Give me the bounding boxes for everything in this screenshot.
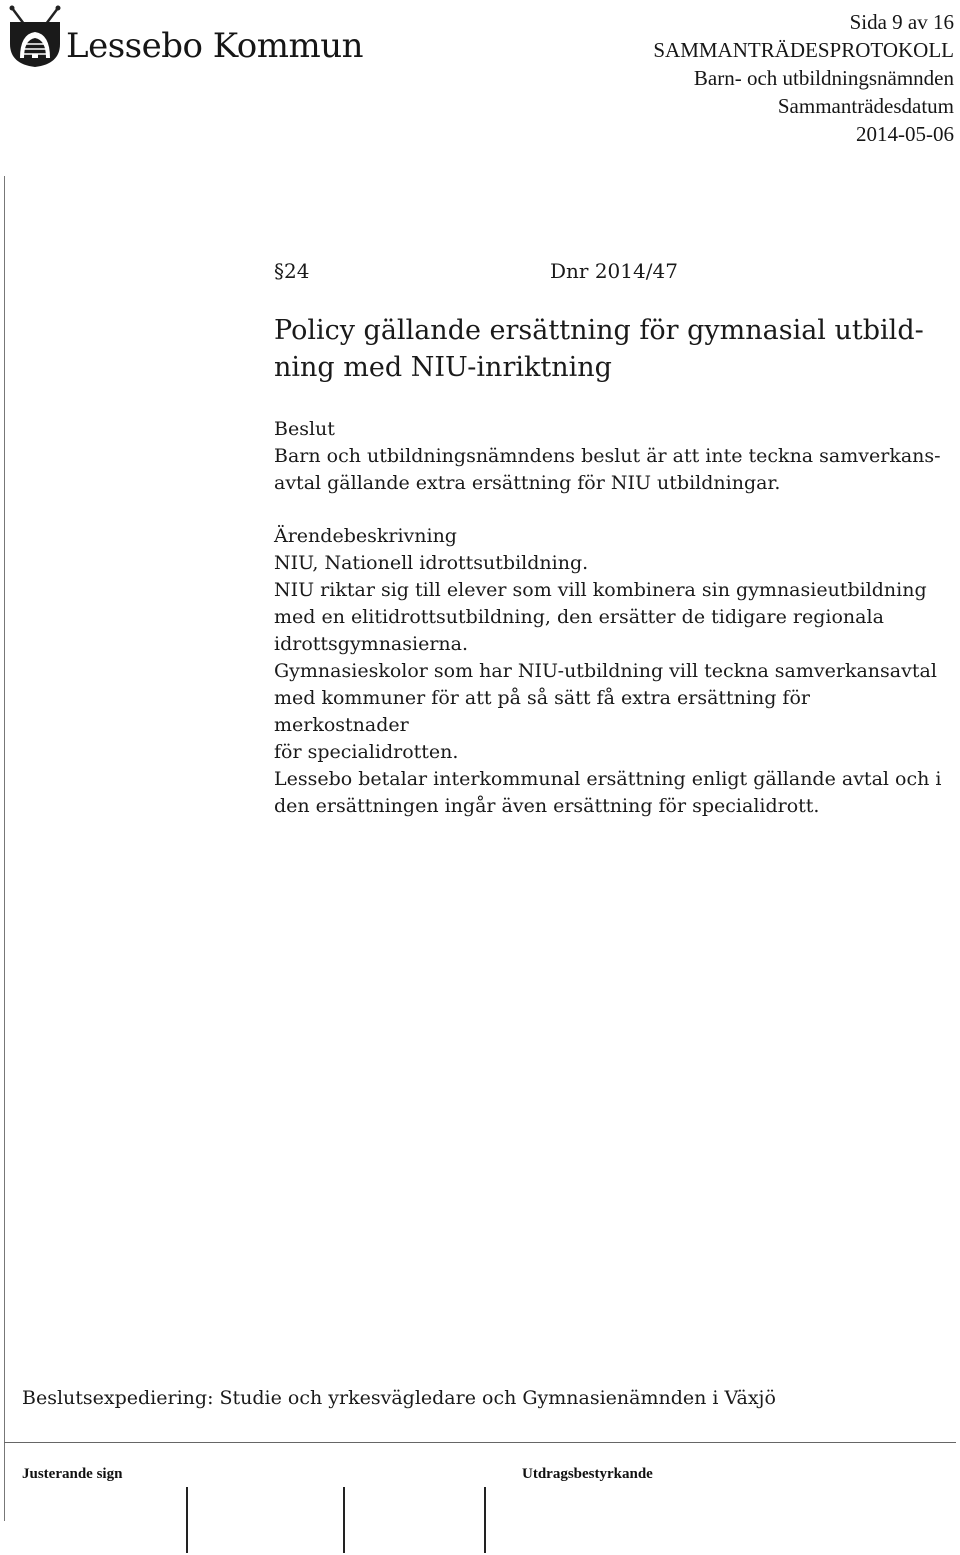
case-description-section	[274, 523, 944, 820]
case-description-heading: Ärendebeskrivning	[274, 525, 457, 547]
meeting-date-label: Sammanträdesdatum	[777, 94, 954, 118]
justerande-sign-label: Justerande sign	[22, 1466, 123, 1482]
case-text-line: NIU, Nationell idrottsutbildning.	[274, 552, 589, 574]
case-text-line: för specialidrotten.	[274, 741, 459, 763]
signature-divider	[484, 1487, 486, 1553]
case-text-line: NIU riktar sig till elever som vill kombinera sin gymnasieutbildning	[274, 579, 927, 601]
case-text-line: med kommuner för att på så sätt få extra ersättning för merkostnader	[274, 687, 810, 736]
logo-text: Lessebo Kommun	[66, 26, 363, 66]
utdragsbestyrkande-label: Utdragsbestyrkande	[522, 1466, 653, 1482]
diary-number: Dnr 2014/47	[550, 259, 678, 283]
case-text-line: den ersättningen ingår även ersättning för specialidrott.	[274, 795, 820, 817]
case-text-line: med en elitidrottsutbildning, den ersätter de tidigare regionala	[274, 606, 884, 628]
protocol-title: SAMMANTRÄDESPROTOKOLL	[653, 38, 954, 62]
case-text-line: Lessebo betalar interkommunal ersättning enligt gällande avtal och i	[274, 768, 942, 790]
paragraph-number: §24	[274, 259, 310, 283]
page-info: Sida 9 av 16	[849, 10, 954, 34]
decision-distribution: Beslutsexpediering: Studie och yrkesvägledare och Gymnasienämnden i Växjö	[22, 1387, 776, 1409]
footer-rule	[4, 1442, 956, 1443]
item-title-line: Policy gällande ersättning för gymnasial utbild-	[274, 315, 924, 346]
decision-section	[274, 416, 944, 497]
decision-text-line: Barn och utbildningsnämndens beslut är att inte teckna samverkans-	[274, 445, 941, 467]
item-title	[274, 312, 934, 386]
left-margin-rule	[4, 176, 5, 1521]
beehive-emblem-icon	[6, 4, 64, 68]
meeting-date: 2014-05-06	[856, 122, 954, 146]
decision-text-line: avtal gällande extra ersättning för NIU utbildningar.	[274, 472, 781, 494]
signature-divider	[343, 1487, 345, 1553]
case-text-line: idrottsgymnasierna.	[274, 633, 469, 655]
case-text-line: Gymnasieskolor som har NIU-utbildning vill teckna samverkansavtal	[274, 660, 937, 682]
signature-divider	[186, 1487, 188, 1553]
item-title-line: ning med NIU-inriktning	[274, 352, 612, 383]
municipality-logo	[6, 4, 366, 74]
committee-name: Barn- och utbildningsnämnden	[693, 66, 954, 90]
decision-heading: Beslut	[274, 418, 335, 440]
item-reference	[274, 258, 678, 284]
document-header	[653, 8, 954, 148]
